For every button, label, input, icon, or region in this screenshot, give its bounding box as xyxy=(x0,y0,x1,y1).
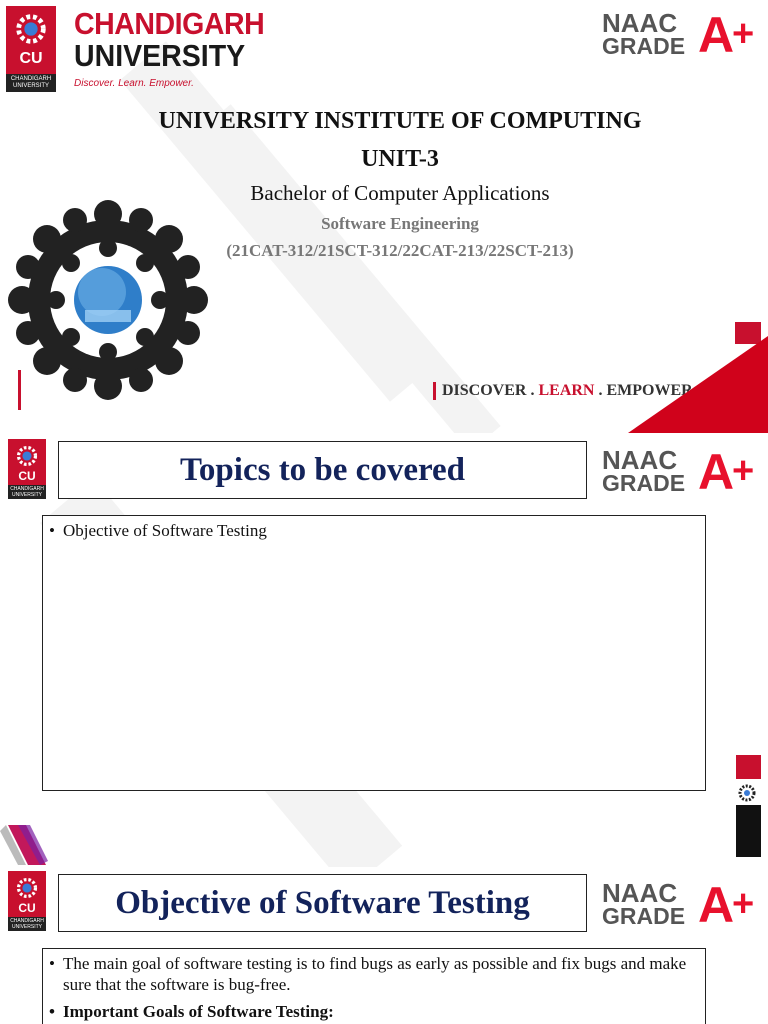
naac-badge xyxy=(602,7,762,63)
bullet-dot: • xyxy=(49,954,55,973)
gear-globe-icon xyxy=(5,200,211,400)
cu-logo xyxy=(8,439,46,499)
slide-title-box xyxy=(58,874,587,932)
gear-globe-icon xyxy=(14,875,40,901)
accent-square xyxy=(736,755,761,779)
objective-slide xyxy=(0,867,768,1024)
tagline-learn: LEARN xyxy=(538,382,595,399)
accent-bar xyxy=(18,370,21,410)
subject-name: Software Engineering xyxy=(321,214,479,233)
naac-plus: + xyxy=(732,883,755,925)
logo-caption: CHANDIGARH UNIVERSITY xyxy=(6,74,56,92)
cu-logo xyxy=(6,6,56,92)
list-item xyxy=(49,953,699,995)
naac-label: NAAC xyxy=(602,878,678,908)
logo-letters: CU xyxy=(18,901,36,915)
logo-caption: CHANDIGARH UNIVERSITY xyxy=(8,485,46,499)
naac-plus: + xyxy=(732,450,755,492)
bullet-text: Objective of Software Testing xyxy=(63,521,267,540)
content-box xyxy=(42,948,706,1024)
title-slide xyxy=(0,0,768,433)
naac-badge xyxy=(602,444,762,500)
accent-bar xyxy=(736,805,761,857)
logo-caption: CHANDIGARH UNIVERSITY xyxy=(8,917,46,931)
naac-label: NAAC xyxy=(602,8,678,38)
naac-grade-letter: A xyxy=(698,444,735,500)
bullet-text: Important Goals of Software Testing: xyxy=(63,1002,334,1021)
gear-globe-icon xyxy=(14,443,40,469)
naac-badge xyxy=(602,877,762,933)
bullet-dot: • xyxy=(49,1002,55,1021)
list-item xyxy=(49,1001,699,1022)
topics-slide xyxy=(0,433,768,867)
naac-grade-letter: A xyxy=(698,7,735,63)
brand-tagline: Discover. Learn. Empower. xyxy=(74,78,194,89)
bullet-dot: • xyxy=(49,521,55,540)
naac-grade-letter: A xyxy=(698,877,735,933)
naac-grade-label: GRADE xyxy=(602,470,686,496)
slide-title: Objective of Software Testing xyxy=(115,884,530,921)
institute-name: UNIVERSITY INSTITUTE OF COMPUTING xyxy=(158,108,642,134)
content-box xyxy=(42,515,706,791)
corner-decoration xyxy=(0,825,48,865)
slide-title: Topics to be covered xyxy=(179,451,466,488)
tagline-discover: DISCOVER . xyxy=(442,382,539,399)
tagline-empower: . EMPOWER xyxy=(594,382,693,399)
bullet-text: The main goal of software testing is to find bugs as early as possible and fix bugs and make sure that the software is bug-free. xyxy=(63,954,687,994)
brand-name-line2: UNIVERSITY xyxy=(74,38,246,73)
unit-title: UNIT-3 xyxy=(361,146,439,172)
naac-grade-label: GRADE xyxy=(602,903,686,929)
accent-triangle xyxy=(628,336,768,433)
slide-title-box xyxy=(58,441,587,499)
naac-label: NAAC xyxy=(602,445,678,475)
gear-icon xyxy=(737,783,757,803)
list-item xyxy=(49,520,699,541)
naac-plus: + xyxy=(732,13,755,55)
logo-letters: CU xyxy=(18,469,36,483)
course-name: Bachelor of Computer Applications xyxy=(250,181,550,205)
cu-logo xyxy=(8,871,46,931)
logo-letters: CU xyxy=(19,50,43,67)
gear-globe-icon xyxy=(12,10,50,48)
naac-grade-label: GRADE xyxy=(602,33,686,59)
brand-name-line1: CHANDIGARH xyxy=(74,6,265,41)
course-codes: (21CAT-312/21SCT-312/22CAT-213/22SCT-213) xyxy=(226,241,574,260)
